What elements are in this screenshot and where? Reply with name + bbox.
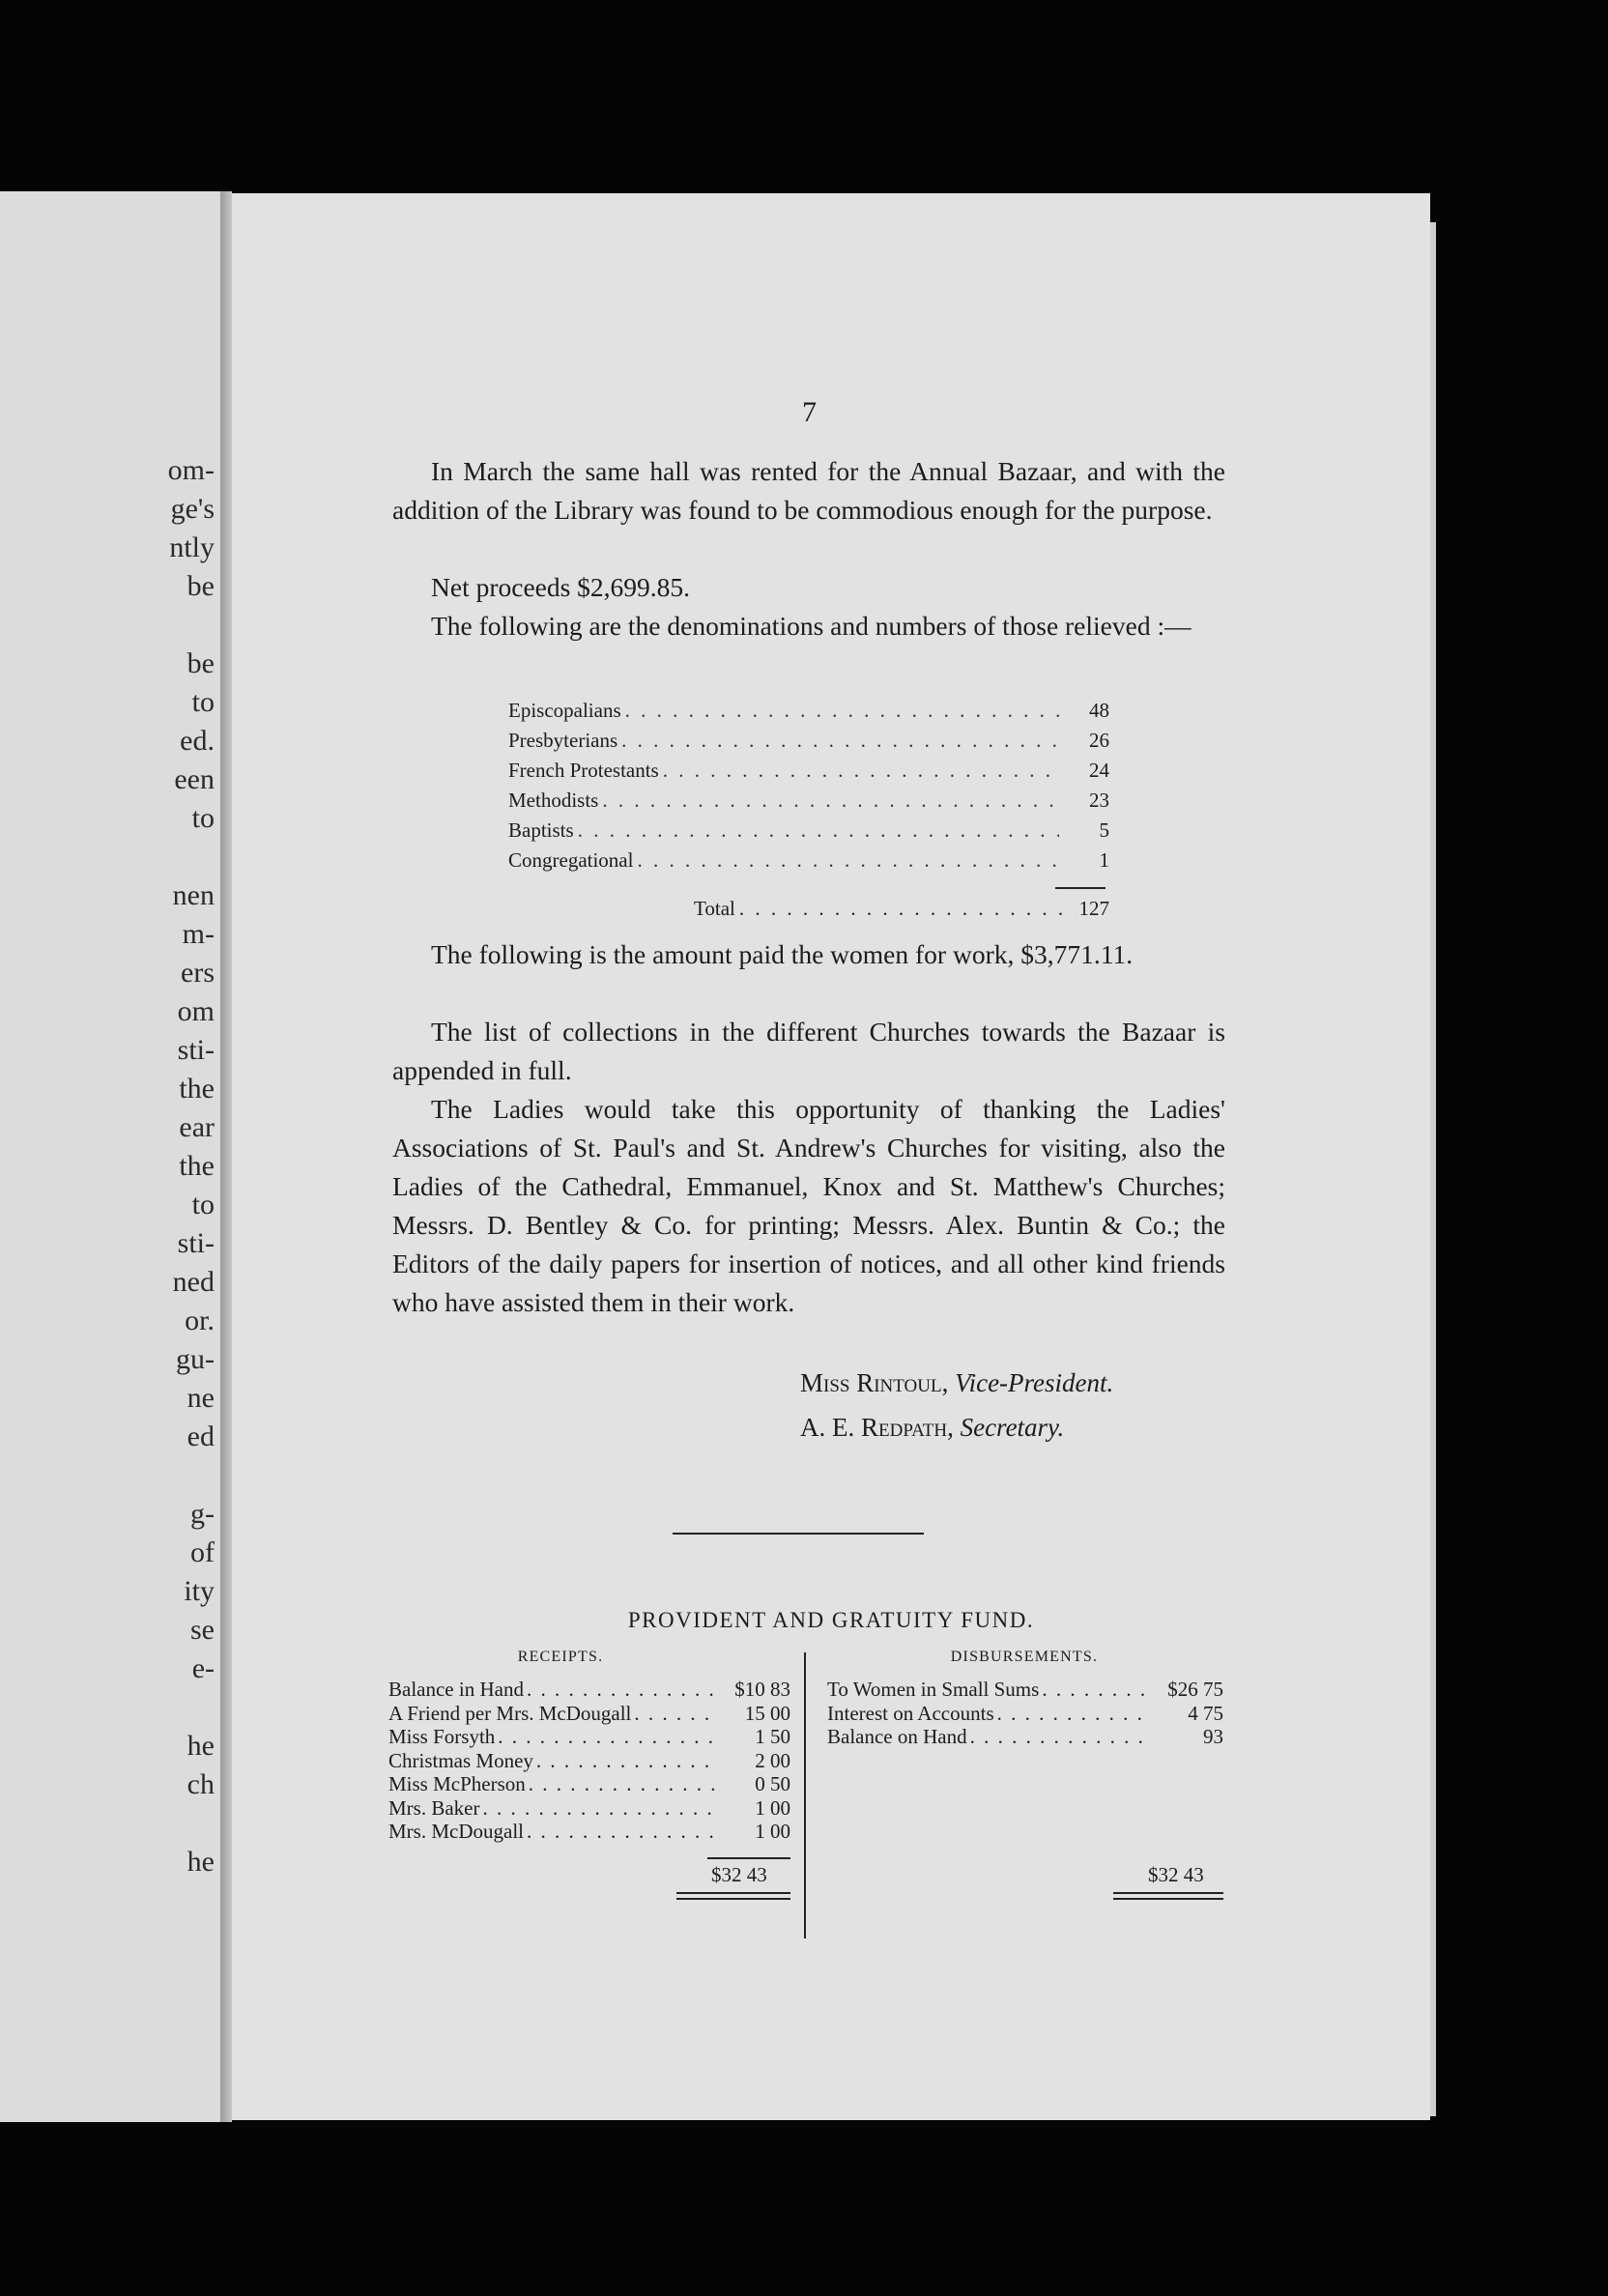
bazaar-paragraph: In March the same hall was rented for the Annual Bazaar, and with the addition of the Library was found to be commodious enough for the purpose. [392,456,1225,525]
facing-page-text-fragment: e- [191,1652,215,1684]
denomination-row [508,846,1109,875]
facing-page-text-fragment: ned [172,1266,215,1298]
receipts-double-rule-1 [676,1892,790,1894]
receipts-double-rule-2 [676,1898,790,1900]
denomination-count: 26 [1089,729,1109,752]
ledger-amount: 1 00 [755,1820,790,1843]
facing-page-text-fragment: ity [184,1575,215,1607]
book-gutter [220,191,232,2122]
facing-page-text-fragment: of [190,1536,215,1568]
ledger-amount: $26 75 [1167,1678,1223,1701]
report-page [232,193,1430,2120]
ledger-label: To Women in Small Sums [827,1678,1040,1701]
facing-page-text-fragment: om [177,995,215,1027]
facing-page-text-fragment: een [174,763,215,795]
disbursements-list [827,1678,1223,1749]
facing-page-text-fragment: om- [167,454,215,486]
signatory-name: Miss Rintoul [800,1368,942,1397]
facing-page-text-fragment: gu- [176,1343,215,1375]
receipts-heading: RECEIPTS. [517,1649,604,1665]
ledger-amount: 0 50 [755,1772,790,1795]
ledger-amount: 2 00 [755,1748,790,1772]
facing-page-text-fragment: m- [182,918,215,950]
facing-page-text-fragment: be [187,570,215,602]
denomination-count: 24 [1089,759,1109,782]
ledger-label: Balance on Hand [827,1725,967,1748]
facing-page-text-fragment: ne [187,1382,215,1414]
denomination-name: Presbyterians [508,729,618,752]
ledger-amount: 93 [1203,1725,1223,1748]
facing-page-text-fragment: ch [187,1768,215,1800]
facing-page-text-fragment: to [191,686,215,718]
facing-page-text-fragment: or. [185,1305,215,1336]
net-proceeds-paragraph: Net proceeds $2,699.85. [431,572,691,602]
ledger-label: Balance in Hand [388,1678,524,1701]
receipts-total: $32 43 [711,1863,767,1886]
denomination-name: Baptists [508,818,574,842]
receipt-row [388,1702,790,1726]
denomination-count: 5 [1099,818,1109,842]
total-label: Total [694,897,735,920]
facing-page-text-fragment: he [187,1846,215,1878]
denomination-name: Episcopalians [508,699,621,722]
wages-paragraph: The following is the amount paid the women for work, $3,771.11. [431,939,1134,969]
facing-page-fragment [0,191,220,2122]
disbursements-total: $32 43 [1148,1863,1204,1886]
denomination-name: Congregational [508,848,634,872]
section-divider [673,1533,924,1535]
facing-page-text-fragment: sti- [177,1227,215,1259]
ledger-label: Interest on Accounts [827,1701,994,1725]
denomination-row [508,816,1109,846]
collections-paragraph: The list of collections in the different Churches towards the Bazaar is appended in full. [392,1017,1225,1085]
facing-page-text-fragment: se [190,1614,215,1646]
denomination-row [508,726,1109,756]
ledger-label: Mrs. Baker [388,1795,480,1820]
facing-page-text-fragment: sti- [177,1034,215,1066]
denomination-row [508,786,1109,816]
thanks-paragraph: The Ladies would take this opportunity of thanking the Ladies' Associations of St. Paul's and St. Andrew's Churches for visiting, also the Ladies of the Cathedral, Emmanuel, Knox and St. Matthew's Churches; Messrs. D. Bentley & Co. for printing; Messrs. Alex. Buntin & Co.; the Editors of the daily papers for insertion of notices, and all other kind friends who have assisted them in their work. [392,1094,1225,1317]
receipt-row [388,1772,790,1796]
facing-page-text-fragment: g- [190,1498,215,1530]
facing-page-text-fragment: ers [181,957,215,989]
facing-page-text-fragment: to [191,1189,215,1220]
facing-page-text-fragment: ed. [180,725,215,757]
ledger-label: Miss Forsyth [388,1725,496,1748]
fund-title: PROVIDENT AND GRATUITY FUND. [627,1608,1035,1632]
facing-page-text-fragment: ear [179,1111,215,1143]
facing-page-text-fragment: the [179,1150,215,1182]
signatory-role: Vice-President. [955,1368,1114,1397]
facing-page-text-fragment: be [187,647,215,679]
ledger-amount: 1 00 [755,1795,790,1820]
denomination-row [508,696,1109,726]
denominations-intro: The following are the denominations and numbers of those relieved :— [431,611,1192,641]
denomination-name: Methodists [508,789,599,812]
denominations-table [508,696,1109,875]
total-row [694,897,1109,921]
receipt-row [388,1725,790,1749]
ledger-column-rule [804,1652,806,1938]
signatory-name: A. E. Redpath [800,1413,948,1442]
disbursements-heading: DISBURSEMENTS. [950,1649,1099,1665]
total-value: 127 [1078,897,1109,920]
disbursement-row [827,1702,1223,1726]
facing-page-text-fragment: nen [172,879,215,911]
denomination-count: 23 [1089,789,1109,812]
receipt-row [388,1820,790,1844]
facing-page-text-fragment: ntly [169,531,215,563]
page-number: 7 [802,396,817,428]
facing-page-text-fragment: ed [187,1421,215,1452]
denomination-count: 48 [1089,699,1109,722]
receipts-list [388,1678,790,1844]
total-rule [1055,887,1106,889]
disbursement-row [827,1725,1223,1749]
receipts-sum-rule [707,1857,790,1859]
facing-page-text-fragment: ge's [170,493,215,525]
denomination-name: French Protestants [508,759,659,782]
ledger-label: Miss McPherson [388,1772,526,1795]
receipt-row [388,1749,790,1773]
ledger-amount: 15 00 [744,1701,790,1725]
receipt-row [388,1678,790,1702]
ledger-label: A Friend per Mrs. McDougall [388,1701,632,1725]
disbursements-double-rule-1 [1113,1892,1223,1894]
ledger-label: Christmas Money [388,1748,533,1772]
ledger-amount: $10 83 [734,1678,790,1701]
signature-vice-president: Miss Rintoul, Vice-President. [800,1368,1114,1397]
signatory-role: Secretary. [960,1413,1065,1442]
receipt-row [388,1796,790,1821]
denomination-row [508,756,1109,786]
signature-secretary: A. E. Redpath, Secretary. [800,1413,1065,1442]
disbursement-row [827,1678,1223,1702]
ledger-amount: 4 75 [1188,1701,1223,1725]
disbursements-double-rule-2 [1113,1898,1223,1900]
facing-page-text-fragment: he [187,1730,215,1762]
denomination-count: 1 [1099,848,1109,872]
ledger-amount: 1 50 [755,1725,790,1748]
ledger-label: Mrs. McDougall [388,1820,524,1843]
facing-page-text-fragment: to [191,802,215,834]
facing-page-text-fragment: the [179,1073,215,1105]
